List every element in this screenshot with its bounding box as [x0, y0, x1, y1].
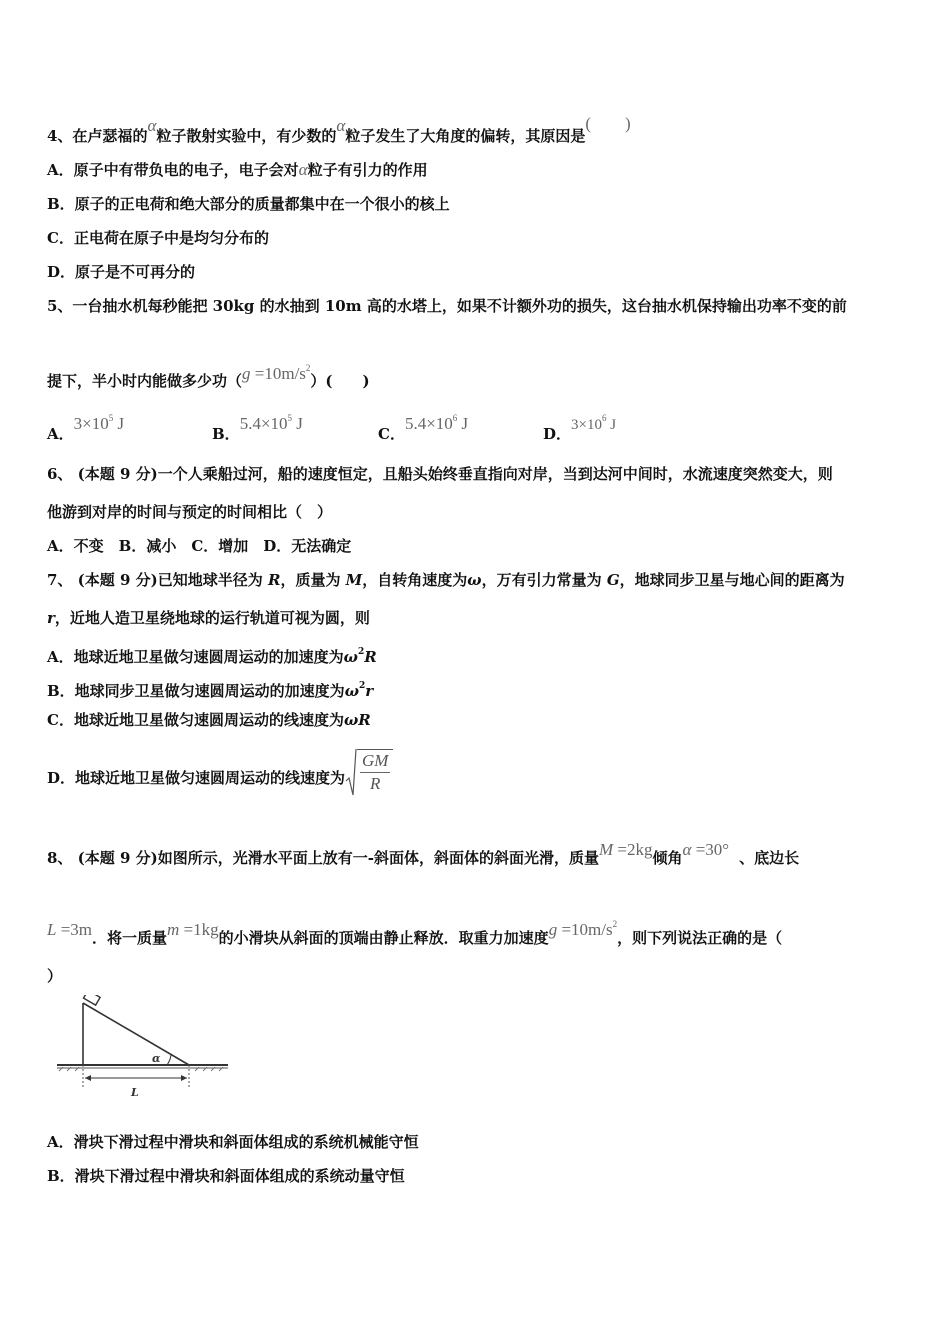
denominator: R — [370, 774, 381, 793]
q5-text-end: ）( ) — [310, 372, 370, 390]
text: B．地球同步卫星做匀速圆周运动的加速度为 — [47, 682, 345, 700]
q4-text-3: 粒子发生了大角度的偏转，其原因是 — [345, 127, 586, 145]
answer-paren: ( ) — [585, 114, 631, 133]
sqrt-gm-over-r — [345, 747, 393, 797]
var-omega: ω — [467, 571, 482, 589]
q4-option-c: C．正电荷在原子中是均匀分布的 — [47, 229, 269, 247]
q4-option-a — [47, 160, 428, 180]
var-m: m — [167, 920, 180, 939]
var-G: G — [606, 571, 620, 589]
var-M: M — [345, 571, 363, 589]
alpha-symbol: α — [298, 160, 308, 179]
q7-option-d — [47, 744, 393, 800]
small-mass-formula — [167, 920, 219, 939]
g-value: =10m/s — [254, 364, 306, 383]
unit: J — [117, 414, 125, 433]
option-value — [571, 413, 617, 433]
mantissa: 3×10 — [73, 414, 109, 433]
alpha-symbol: α — [147, 116, 157, 135]
g-formula — [549, 920, 617, 939]
mantissa: 3×10 — [571, 417, 602, 433]
incline-wedge — [83, 1003, 189, 1065]
q8-stem-line1 — [47, 840, 799, 868]
unit: J — [610, 417, 617, 433]
exponent: 2 — [358, 681, 366, 691]
var-r: r — [365, 682, 374, 700]
value: =30° — [695, 840, 730, 859]
slider-block — [84, 995, 101, 1005]
q4-option-a-text-2: 粒子有引力的作用 — [307, 161, 428, 179]
var-R: R — [267, 571, 281, 589]
sqrt-sign-icon — [345, 747, 357, 797]
exponent: 2 — [305, 363, 311, 373]
var-L: L — [47, 920, 57, 939]
exponent: 6 — [452, 413, 458, 423]
text: ，万有引力常量为 — [481, 571, 607, 589]
numerator: GM — [360, 750, 390, 773]
q5-stem-line1: 5、一台抽水机每秒能把 30kg 的水抽到 10m 高的水塔上，如果不计额外功的损失，这台抽水机保持输出功率不变的前 — [47, 297, 847, 315]
text: ，近地人造卫星绕地球的运行轨道可视为圆，则 — [54, 609, 370, 627]
omega: ω — [344, 682, 359, 700]
q5-option-a — [47, 413, 125, 444]
text: A．地球近地卫星做匀速圆周运动的加速度为 — [47, 648, 344, 666]
alpha-symbol: α — [336, 116, 346, 135]
exponent: 2 — [612, 919, 618, 929]
q7-stem-line1 — [47, 570, 845, 590]
exponent: 6 — [601, 413, 607, 423]
q4-stem — [47, 114, 631, 146]
mass-formula — [599, 840, 653, 859]
q5-option-b — [212, 413, 303, 444]
g-symbol: g — [242, 364, 251, 383]
q6-options: A．不变 B．减小 C．增加 D．无法确定 — [47, 537, 352, 555]
text: ，质量为 — [280, 571, 346, 589]
option-value — [74, 414, 124, 433]
var-R: R — [364, 648, 377, 666]
text: ，则下列说法正确的是（ — [617, 929, 783, 947]
length-formula — [47, 920, 92, 939]
q6-stem-line1: 6、 (本题 9 分)一个人乘船过河，船的速度恒定，且船头始终垂直指向对岸，当到达河中间时，水流速度突然变大，则 — [47, 465, 833, 483]
q5-text: 提下，半小时内能做多少功（ — [47, 372, 243, 390]
text: 的小滑块从斜面的顶端由静止释放．取重力加速度 — [218, 929, 549, 947]
value: =2kg — [617, 840, 653, 859]
text: ，自转角速度为 — [362, 571, 468, 589]
option-value — [405, 414, 468, 433]
q6-stem-line2: 他游到对岸的时间与预定的时间相比（ ） — [47, 503, 333, 521]
option-label: C． — [378, 425, 405, 443]
q5-g-formula — [242, 364, 310, 383]
g-symbol: g — [548, 920, 558, 939]
q7-option-a — [47, 642, 377, 667]
q4-option-d: D．原子是不可再分的 — [47, 263, 196, 281]
angle-formula — [683, 840, 730, 859]
omega-R: ωR — [343, 711, 371, 729]
q5-option-c — [378, 413, 469, 444]
fraction — [357, 749, 393, 795]
q7-stem-line2 — [47, 608, 370, 628]
value: =3m — [60, 920, 93, 939]
q5-options — [47, 413, 847, 443]
q4-text-2: 粒子散射实验中，有少数的 — [156, 127, 337, 145]
q7-option-b — [47, 676, 373, 701]
unit: J — [296, 414, 303, 433]
unit: J — [461, 414, 469, 433]
var-r: r — [47, 609, 55, 627]
option-label: B． — [212, 425, 240, 443]
option-label: A． — [47, 425, 74, 443]
q5-stem-line2 — [47, 358, 370, 391]
q4-option-b: B．原子的正电荷和绝大部分的质量都集中在一个很小的核上 — [47, 195, 450, 213]
omega: ω — [343, 648, 358, 666]
text: 、底边长 — [739, 849, 800, 867]
text: ，地球同步卫星与地心间的距离为 — [619, 571, 845, 589]
angle-arc — [167, 1055, 171, 1065]
mantissa: 5.4×10 — [239, 414, 288, 433]
incline-figure — [55, 995, 230, 1105]
text: 倾角 — [652, 849, 683, 867]
option-value — [240, 414, 303, 433]
q7-option-c — [47, 710, 371, 730]
exponent: 5 — [287, 413, 293, 423]
q8-stem-line3: ） — [47, 967, 63, 985]
var-M: M — [598, 840, 614, 859]
text: ．将一质量 — [92, 929, 168, 947]
exponent: 2 — [357, 647, 365, 657]
length-label: L — [131, 1086, 139, 1099]
q5-option-d — [543, 413, 617, 445]
option-label: D． — [543, 425, 572, 443]
value: =1kg — [183, 920, 219, 939]
alpha-symbol: α — [682, 840, 692, 859]
value: =10m/s — [561, 920, 613, 939]
text: 7、 (本题 9 分)已知地球半径为 — [47, 571, 268, 589]
text: 8、 (本题 9 分)如图所示，光滑水平面上放有一-斜面体，斜面体的斜面光滑，质量 — [47, 849, 599, 867]
q8-stem-line2 — [47, 914, 782, 948]
q4-option-a-text: A．原子中有带负电的电子，电子会对 — [47, 161, 299, 179]
q8-option-a: A．滑块下滑过程中滑块和斜面体组成的系统机械能守恒 — [47, 1133, 419, 1151]
text: C．地球近地卫星做匀速圆周运动的线速度为 — [47, 711, 344, 729]
angle-label: α — [152, 1052, 161, 1065]
mantissa: 5.4×10 — [404, 414, 453, 433]
length-arrow — [85, 1075, 187, 1081]
q4-text-1: 4、在卢瑟福的 — [47, 127, 148, 145]
q8-option-b: B．滑块下滑过程中滑块和斜面体组成的系统动量守恒 — [47, 1167, 405, 1185]
exponent: 5 — [108, 413, 114, 423]
text: D．地球近地卫星做匀速圆周运动的线速度为 — [47, 769, 346, 787]
